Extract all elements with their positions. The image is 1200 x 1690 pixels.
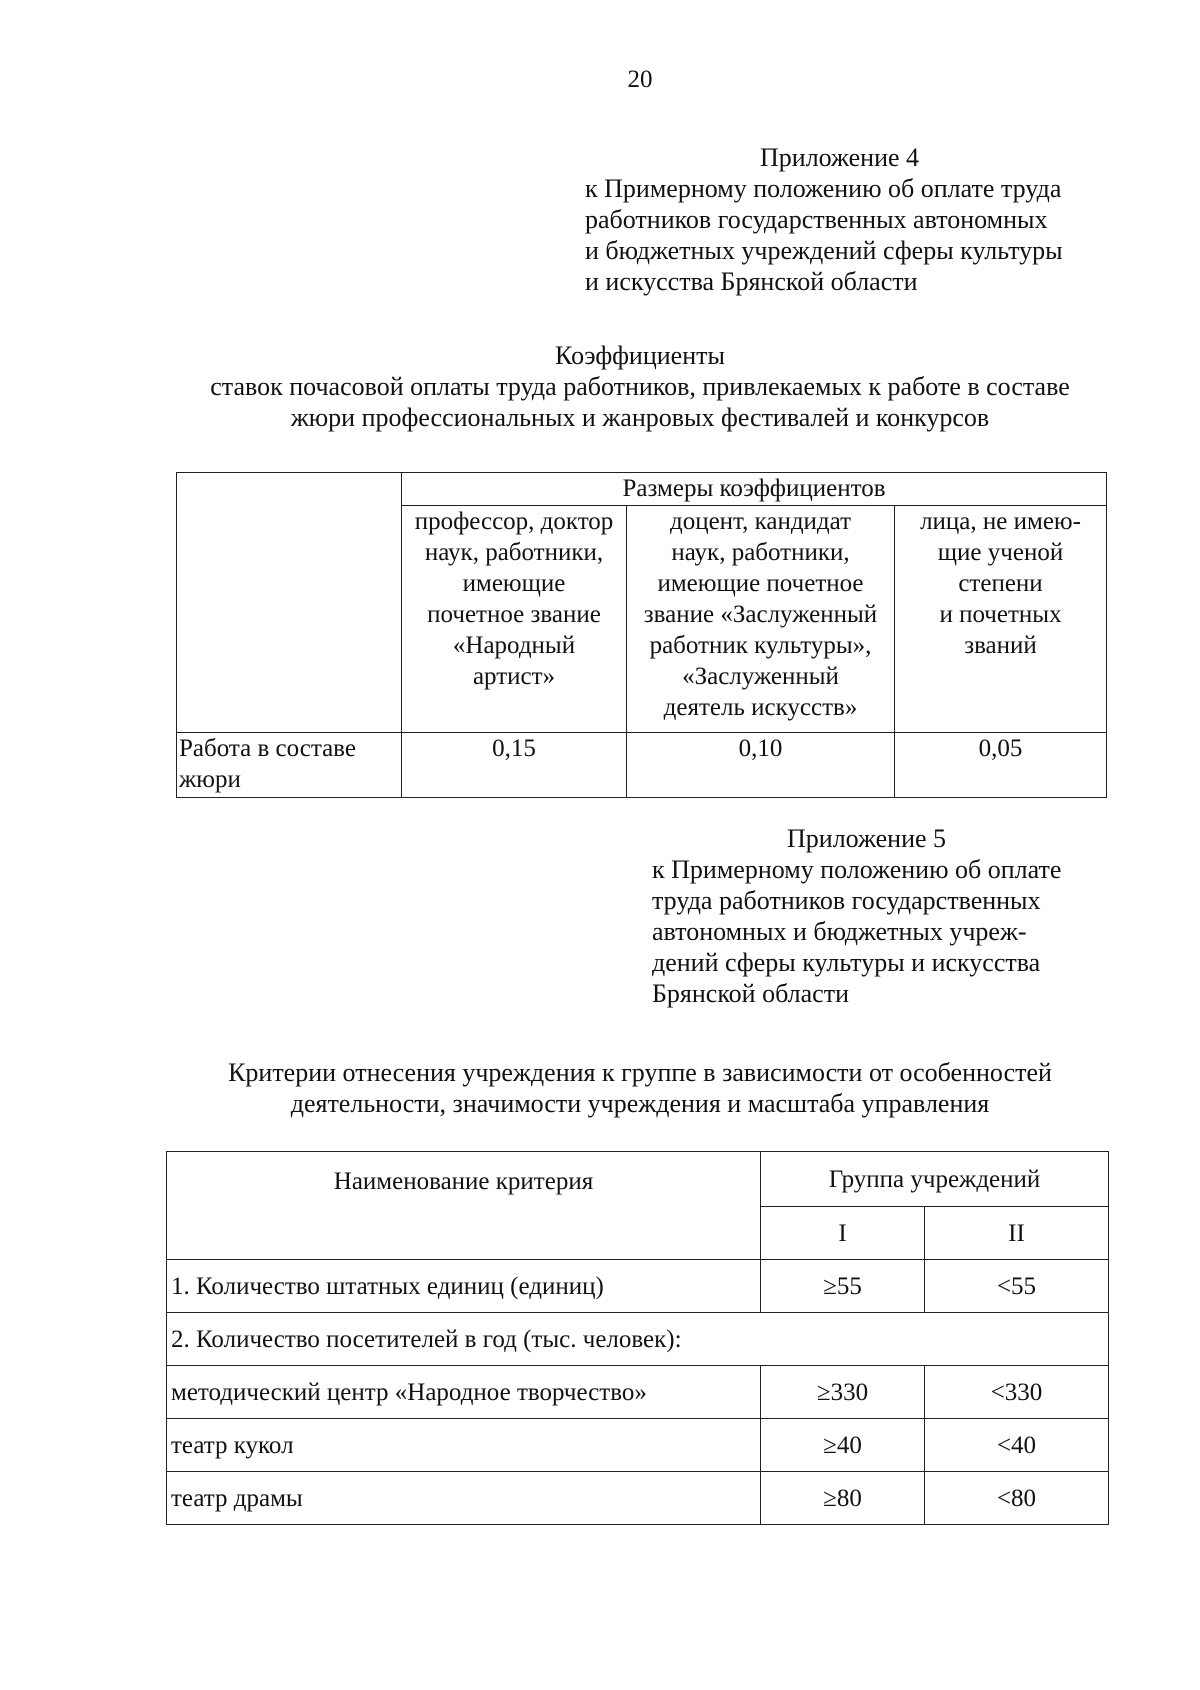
row-label-jury — [177, 733, 402, 798]
header-line: доцент, кандидат — [669, 508, 852, 535]
criteria-row-name: театр кукол — [167, 1419, 761, 1472]
header-line: профессор, доктор — [414, 508, 614, 535]
criteria-title-line: деятельности, значимости учреждения и масштаба управления — [290, 1089, 990, 1118]
criteria-row-name: методический центр «Народное творчество» — [167, 1366, 761, 1419]
coefficients-title: Коэффициенты — [555, 341, 725, 370]
header-line: щие ученой — [937, 539, 1064, 566]
appendix-5-line: Брянской области — [652, 979, 849, 1008]
criteria-row-g1: ≥80 — [761, 1472, 925, 1525]
appendix-4-line: и бюджетных учреждений сферы культуры — [585, 236, 1063, 265]
column-header-docent — [627, 506, 895, 733]
appendix-5-header — [652, 823, 1192, 1009]
coefficients-group-header: Размеры коэффициентов — [402, 473, 1107, 506]
row-label-line: жюри — [179, 766, 241, 793]
criteria-row-name-full: 2. Количество посетителей в год (тыс. человек): — [167, 1313, 1109, 1366]
header-line: «Заслуженный — [682, 663, 839, 690]
value-cell: 0,15 — [402, 733, 627, 798]
column-header-no-degree — [895, 506, 1107, 733]
header-line: «Народный — [452, 632, 576, 659]
coefficients-subtitle-line: жюри профессиональных и жанровых фестивалей и конкурсов — [290, 403, 990, 432]
criteria-row-g2: <80 — [925, 1472, 1109, 1525]
empty-corner-cell — [177, 473, 402, 733]
header-line: деятель искусств» — [663, 694, 858, 721]
header-line: имеющие почетное — [657, 570, 864, 597]
coefficients-title-block — [0, 340, 1200, 433]
group-col-1: I — [761, 1207, 925, 1260]
header-line: степени — [958, 570, 1043, 597]
header-line: лица, не имею- — [920, 508, 1081, 535]
appendix-4-line: работников государственных автономных — [585, 205, 1048, 234]
criteria-title-line: Критерии отнесения учреждения к группе в зависимости от особенностей — [228, 1058, 1052, 1087]
criteria-table — [166, 1151, 1109, 1525]
criteria-name-header: Наименование критерия — [167, 1152, 761, 1260]
header-line: артист» — [472, 663, 556, 690]
criteria-row-g2: <330 — [925, 1366, 1109, 1419]
column-header-professor — [402, 506, 627, 733]
header-line: почетное звание — [427, 601, 601, 628]
header-line: имеющие — [462, 570, 566, 597]
header-line: наук, работники, — [424, 539, 604, 566]
criteria-title-block — [0, 1057, 1200, 1119]
criteria-row-g1: ≥330 — [761, 1366, 925, 1419]
appendix-5-line: труда работников государственных — [652, 886, 1041, 915]
value-cell: 0,05 — [895, 733, 1107, 798]
page-number: 20 — [627, 66, 653, 93]
appendix-5-line: к Примерному положению об оплате — [652, 855, 1062, 884]
row-label-line: Работа в составе — [179, 735, 356, 762]
header-line: и почетных — [939, 601, 1062, 628]
appendix-4-title: Приложение 4 — [760, 143, 920, 172]
group-col-2: II — [925, 1207, 1109, 1260]
criteria-row-g1: ≥40 — [761, 1419, 925, 1472]
appendix-5-line: автономных и бюджетных учреж- — [652, 917, 1027, 946]
value-cell: 0,10 — [627, 733, 895, 798]
criteria-row-name: 1. Количество штатных единиц (единиц) — [167, 1260, 761, 1313]
appendix-4-line: к Примерному положению об оплате труда — [585, 174, 1062, 203]
header-line: наук, работники, — [671, 539, 850, 566]
criteria-row-g2: <55 — [925, 1260, 1109, 1313]
group-header: Группа учреждений — [761, 1152, 1109, 1207]
header-line: званий — [964, 632, 1037, 659]
coefficients-subtitle-line: ставок почасовой оплаты труда работников, привлекаемых к работе в составе — [210, 372, 1070, 401]
appendix-4-line: и искусства Брянской области — [585, 267, 918, 296]
appendix-4-header — [585, 142, 1185, 297]
coefficients-table — [176, 472, 1107, 798]
criteria-row-g1: ≥55 — [761, 1260, 925, 1313]
appendix-5-line: дений сферы культуры и искусства — [652, 948, 1041, 977]
criteria-row-name: театр драмы — [167, 1472, 761, 1525]
header-line: работник культуры», — [649, 632, 872, 659]
header-line: звание «Заслуженный — [643, 601, 878, 628]
appendix-5-title: Приложение 5 — [787, 824, 947, 853]
criteria-row-g2: <40 — [925, 1419, 1109, 1472]
